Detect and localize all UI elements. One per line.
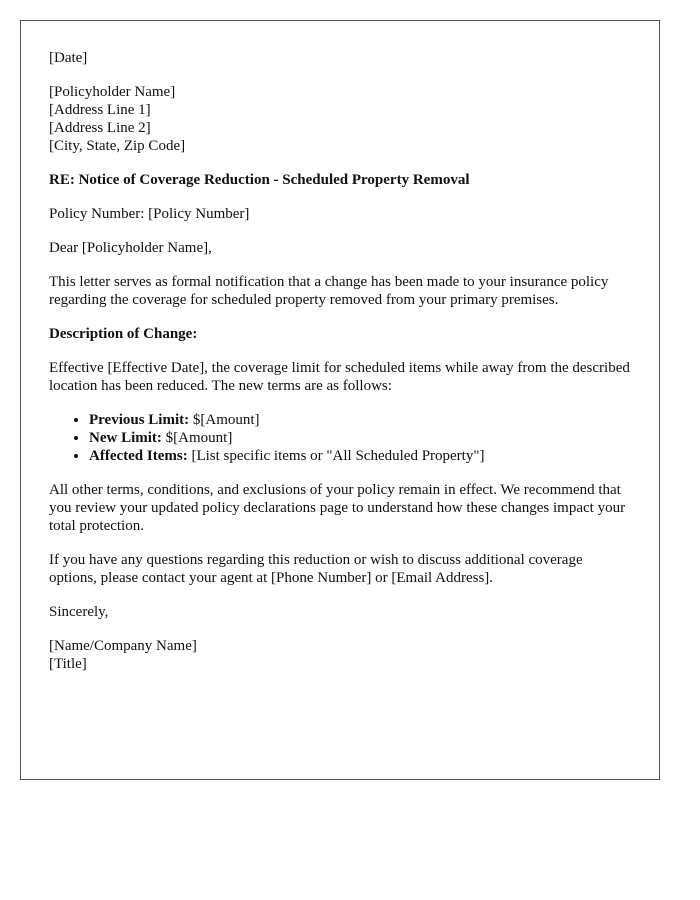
closing: Sincerely, [49, 604, 109, 620]
term-value: $[Amount] [189, 412, 260, 428]
policy-number: Policy Number: [Policy Number] [49, 206, 250, 222]
terms-list [49, 411, 631, 465]
signature-name: [Name/Company Name] [49, 638, 197, 654]
subject-line: RE: Notice of Coverage Reduction - Scheduled Property Removal [49, 172, 470, 188]
term-value: $[Amount] [161, 430, 233, 446]
term-label: Affected Items: [89, 448, 188, 464]
change-paragraph: Effective [Effective Date], the coverage limit for scheduled items while away from the described location has been reduced. The new terms are as follows: [49, 360, 630, 394]
list-item [89, 429, 631, 447]
recipient-name: [Policyholder Name] [49, 84, 176, 100]
section-heading: Description of Change: [49, 326, 198, 342]
term-label: New Limit: [89, 430, 162, 446]
letter-date: [Date] [49, 50, 88, 66]
recipient-address [49, 83, 631, 155]
city-state-zip: [City, State, Zip Code] [49, 138, 186, 154]
salutation: Dear [Policyholder Name], [49, 240, 212, 256]
term-label: Previous Limit: [89, 412, 190, 428]
letter-page [20, 20, 660, 780]
term-value: [List specific items or "All Scheduled Property"] [187, 448, 485, 464]
list-item [89, 411, 631, 429]
other-terms-paragraph: All other terms, conditions, and exclusions of your policy remain in effect. We recommend that you review your updated policy declarations page to understand how these changes impact your total protection. [49, 482, 626, 534]
address-line-2: [Address Line 2] [49, 120, 151, 136]
intro-paragraph: This letter serves as formal notification that a change has been made to your insurance policy regarding the coverage for scheduled property removed from your primary premises. [49, 274, 609, 308]
signature-title: [Title] [49, 656, 87, 672]
address-line-1: [Address Line 1] [49, 102, 151, 118]
questions-paragraph: If you have any questions regarding this reduction or wish to discuss additional coverage options, please contact your agent at [Phone Number] or [Email Address]. [49, 552, 583, 586]
signature-block [49, 637, 631, 673]
list-item [89, 447, 631, 465]
